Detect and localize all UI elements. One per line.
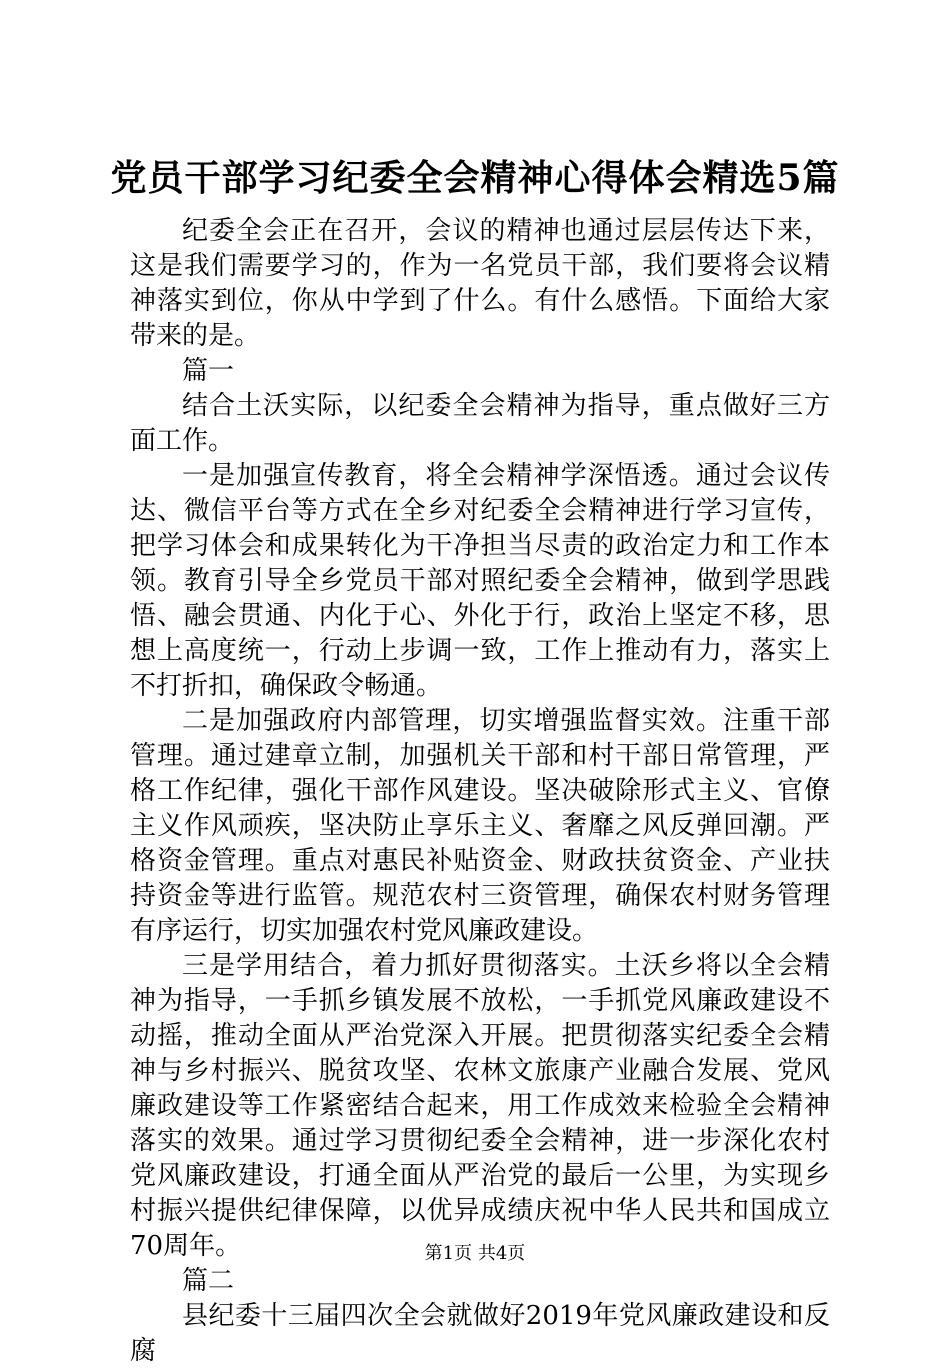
paragraph-intro: 纪委全会正在召开，会议的精神也通过层层传达下来，这是我们需要学习的，作为一名党员干部，我们要将会议精神落实到位，你从中学到了什么。有什么感悟。下面给大家带来的是。 — [130, 216, 830, 351]
page-title: 党员干部学习纪委全会精神心得体会精选5篇 — [110, 157, 840, 199]
section-heading-2: 篇二 — [182, 1266, 235, 1296]
document-body — [130, 214, 830, 1369]
paragraph: 结合土沃实际，以纪委全会精神为指导，重点做好三方面工作。 — [130, 391, 830, 456]
paragraph: 二是加强政府内部管理，切实增强监督实效。注重干部管理。通过建章立制，加强机关干部和村干部日常管理，严格工作纪律，强化干部作风建设。坚决破除形式主义、官僚主义作风顽疾，坚决防止享乐主义、奢靡之风反弹回潮。严格资金管理。重点对惠民补贴资金、财政扶贫资金、产业扶持资金等进行监管。规范农村三资管理，确保农村财务管理有序运行，切实加强农村党风廉政建设。 — [130, 706, 830, 946]
paragraph: 县纪委十三届四次全会就做好2019年党风廉政建设和反腐 — [130, 1301, 830, 1366]
paragraph: 三是学用结合，着力抓好贯彻落实。土沃乡将以全会精神为指导，一手抓乡镇发展不放松，一手抓党风廉政建设不动摇，推动全面从严治党深入开展。把贯彻落实纪委全会精神与乡村振兴、脱贫攻坚、农林文旅康产业融合发展、党风廉政建设等工作紧密结合起来，用工作成效来检验全会精神落实的效果。通过学习贯彻纪委全会精神，进一步深化农村党风廉政建设，打通全面从严治党的最后一公里，为实现乡村振兴提供纪律保障，以优异成绩庆祝中华人民共和国成立70周年。 — [130, 951, 830, 1261]
page-footer: 第1页 共4页 — [424, 1243, 526, 1264]
section-heading-1: 篇一 — [182, 356, 235, 386]
paragraph: 一是加强宣传教育，将全会精神学深悟透。通过会议传达、微信平台等方式在全乡对纪委全会精神进行学习宣传，把学习体会和成果转化为干净担当尽责的政治定力和工作本领。教育引导全乡党员干部对照纪委全会精神，做到学思践悟、融会贯通、内化于心、外化于行，政治上坚定不移，思想上高度统一，行动上步调一致，工作上推动有力，落实上不打折扣，确保政令畅通。 — [130, 461, 830, 701]
